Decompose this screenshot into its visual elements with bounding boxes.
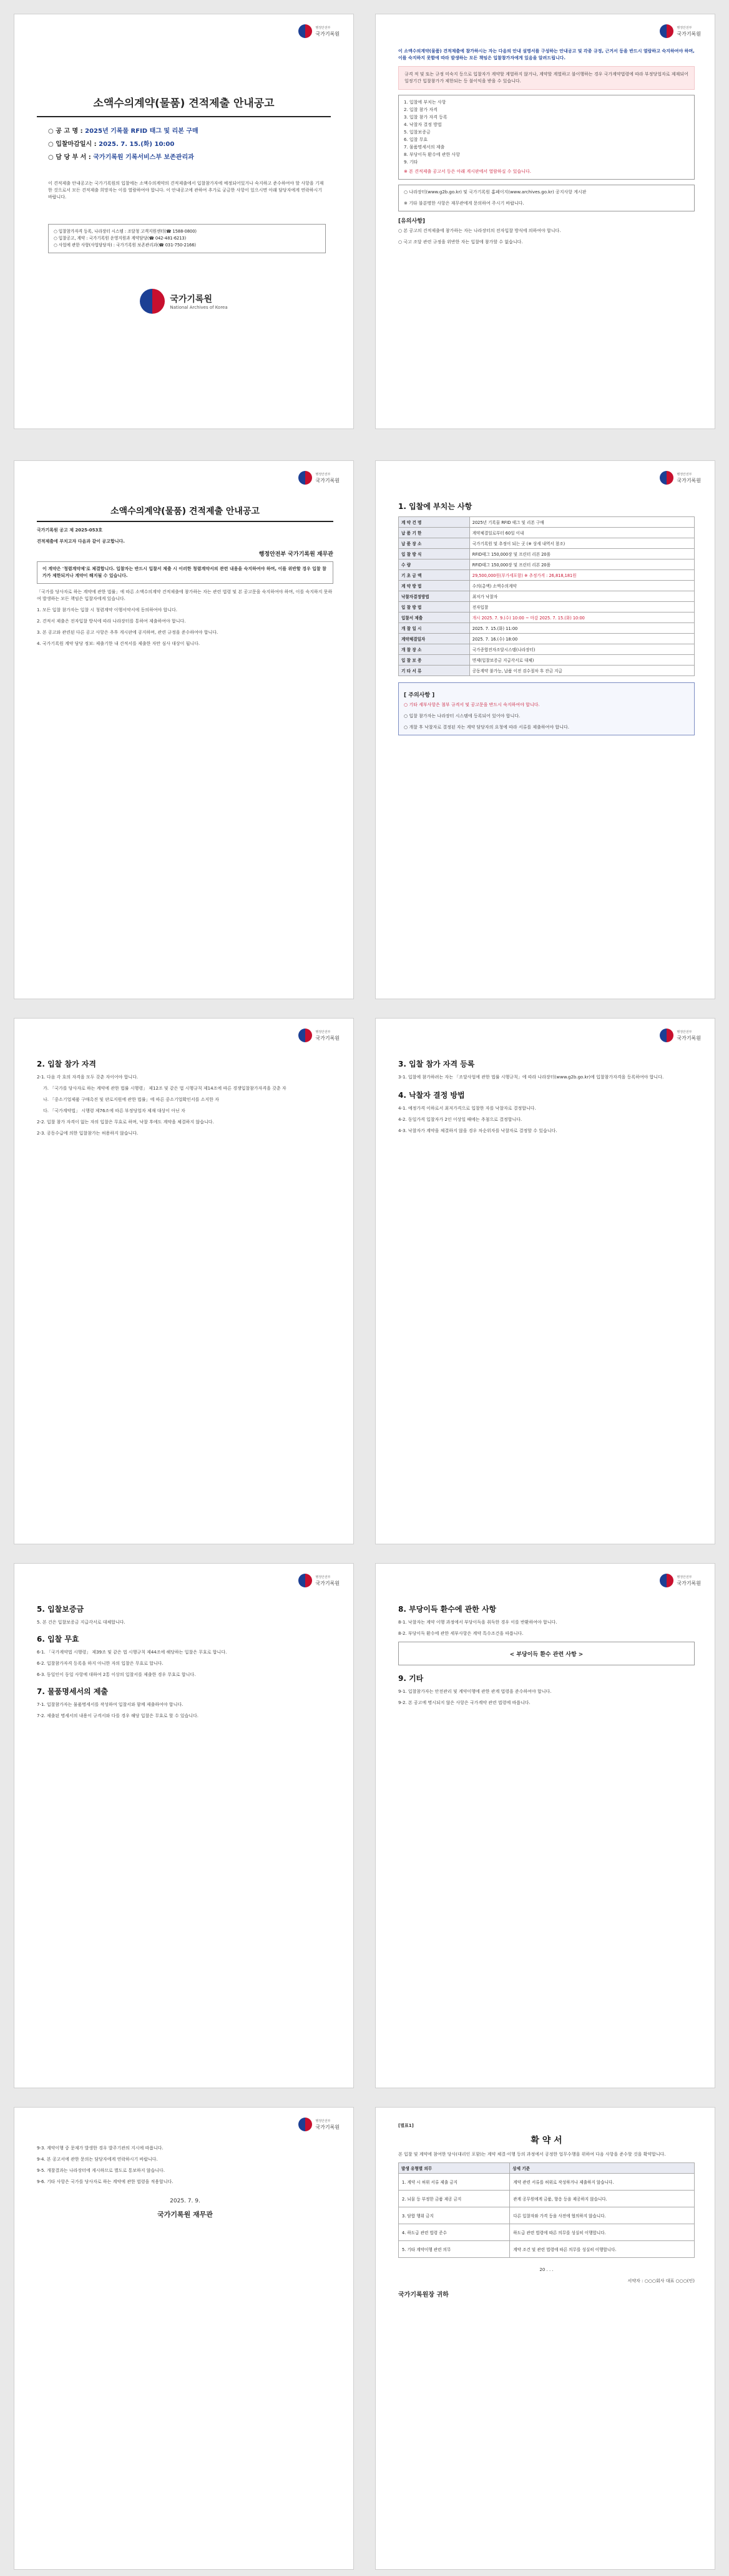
agency-logo: 행정안전부 국가기록원 — [660, 1029, 701, 1042]
emblem-icon — [298, 2118, 312, 2131]
toc-item: 3. 입찰 참가 자격 등록 — [404, 115, 448, 120]
bid-info-row — [399, 613, 695, 623]
section-heading: 9. 기타 — [398, 1674, 424, 1683]
reference-box — [398, 185, 695, 211]
document-page-bid-items — [375, 460, 715, 999]
emblem-icon — [140, 289, 165, 314]
agency-name: 국가기록원 — [315, 31, 340, 37]
bid-info-row — [399, 634, 695, 644]
qualification-item: 나. 「중소기업제품 구매촉진 및 판로지원에 관한 법률」에 따른 중소기업확인서를 소지한 자 — [43, 1097, 219, 1102]
award-item: 4-3. 낙찰자가 계약을 체결하지 않을 경우 차순위자를 낙찰자로 결정할 수 있습니다. — [398, 1128, 557, 1133]
emblem-icon — [660, 1029, 673, 1042]
agency-logo: 행정안전부 국가기록원 — [298, 2118, 340, 2131]
agency-logo: 행정안전부 국가기록원 — [298, 471, 340, 485]
agency-logo — [298, 24, 340, 38]
pledge-detail: 관계 공무원에게 금품, 향응 등을 제공하지 않습니다. — [510, 2191, 695, 2207]
document-page-closing — [14, 2107, 354, 2570]
bid-info-key: 납 품 기 한 — [399, 528, 470, 538]
toc-item: 8. 부당이득 환수에 관한 사항 — [404, 152, 460, 157]
invalid-item: 6-1. 「국가계약법 시행령」 제39조 및 같은 법 시행규칙 제44조에 해당하는 입찰은 무효로 합니다. — [37, 1650, 227, 1655]
bid-info-row — [399, 623, 695, 634]
bid-info-row — [399, 538, 695, 549]
agency-logo: 행정안전부 국가기록원 — [660, 471, 701, 485]
announcement-item: 2. 견적서 제출은 전자입찰 방식에 따라 나라장터를 통하여 제출하여야 합니다. — [37, 619, 186, 624]
reference-note: ※ 기타 불분명한 사항은 재무관에게 문의하여 주시기 바랍니다. — [404, 201, 524, 206]
pledge-row — [399, 2224, 695, 2241]
other-item: 9-1. 입찰참가자는 안전관리 및 계약이행에 관한 관계 법령을 준수하여야 합니다. — [398, 1689, 552, 1694]
spec-item: 7-1. 입찰참가자는 물품명세서를 작성하여 입찰서와 함께 제출하여야 합니다. — [37, 1702, 183, 1707]
document-page-deposit — [14, 1563, 354, 2088]
pledge-col-header: 상세 기준 — [510, 2163, 695, 2174]
toc-item: 7. 물품명세서의 제출 — [404, 145, 445, 150]
document-page-qualifications — [14, 1018, 354, 1544]
bid-info-key: 기 초 금 액 — [399, 570, 470, 581]
invalid-item: 6-3. 동일인이 동일 사항에 대하여 2통 이상의 입찰서를 제출한 경우 무효로 합니다. — [37, 1672, 196, 1677]
reference-line: ○ 나라장터(www.g2b.go.kr) 및 국가기록원 홈페이지(www.archives.go.kr) 공지사항 게시판 — [404, 190, 587, 195]
notice-intro: 이 소액수의계약(물품) 견적제출에 참가하시는 자는 다음의 안내 설명서를 구성하는 안내공고 및 각종 규정, 근거서 등을 반드시 열람하고 숙지하여야 하며, 이를 숙지하지 못함에 따라 발생하는 모든 책임은 입찰참가자에게 있음을 알려드립니다. — [398, 49, 695, 61]
qualification-item: 2-2. 입찰 참가 자격이 없는 자의 입찰은 무효로 하며, 낙찰 후에도 계약을 체결하지 않습니다. — [37, 1120, 214, 1125]
bid-info-table — [398, 516, 695, 676]
toc-item: 4. 낙찰자 결정 방법 — [404, 122, 442, 127]
contact-line: ○ 입찰참가자격 등록, 나라장터 시스템 : 조달청 고객지원센터(☎ 1588-0800) — [54, 229, 197, 234]
pledge-detail: 다른 입찰자와 가격 등을 사전에 협의하지 않습니다. — [510, 2207, 695, 2224]
pledge-date: 20 . . . — [539, 2267, 554, 2272]
bid-info-value: 2025년 기록물 RFID 태그 및 리본 구매 — [469, 517, 694, 528]
toc-note: ※ 본 견적제출 공고서 등은 아래 게시판에서 열람하실 수 있습니다. — [404, 169, 531, 174]
emblem-icon — [660, 471, 673, 485]
document-page-announcement — [14, 460, 354, 999]
agency-logo: 행정안전부 국가기록원 — [660, 1574, 701, 1587]
bid-info-key: 개 찰 일 시 — [399, 623, 470, 634]
announcement-item: 4. 국가기록원 계약 담당 정보: 제출기한 내 견적서를 제출한 자만 심사 대상이 됩니다. — [37, 641, 200, 646]
bid-info-row — [399, 570, 695, 581]
precaution-item: ○ 본 공고의 견적제출에 참가하는 자는 나라장터의 전자입찰 방식에 의하여야 합니다. — [398, 228, 561, 233]
precautions-label: [유의사항] — [398, 218, 426, 225]
contact-box — [48, 224, 326, 253]
bid-info-value: 면제(입찰보증금 지급각서로 대체) — [469, 655, 694, 666]
caution-box — [398, 682, 695, 735]
bid-info-value: 전자입찰 — [469, 602, 694, 613]
closing-item: 9-4. 본 공고서에 관한 문의는 담당자에게 연락하시기 바랍니다. — [37, 2157, 158, 2162]
award-item: 4-1. 예정가격 이하로서 최저가격으로 입찰한 자를 낙찰자로 결정합니다. — [398, 1106, 536, 1111]
emblem-icon — [660, 24, 673, 38]
section-heading: 3. 입찰 참가 자격 등록 — [398, 1060, 475, 1068]
integrity-box: 이 계약은 '청렴계약제'로 체결합니다. 입찰자는 반드시 입찰서 제출 시 이러한 청렴계약서의 관련 내용을 숙지하여야 하며, 이를 위반할 경우 입찰 참가가 제한되거나 계약이 해지될 수 있습니다. — [37, 561, 333, 584]
refund-box — [398, 1642, 695, 1665]
nak-logo-large: 국가기록원 National Archives of Korea — [14, 289, 353, 314]
registration-item: 3-1. 입찰에 참가하려는 자는 「조달사업에 관한 법률 시행규칙」에 따라 나라장터(www.g2b.go.kr)에 입찰참가자격을 등록하여야 합니다. — [398, 1075, 664, 1080]
contact-line: ○ 사업에 관한 사항(사업담당자) : 국가기록원 보존관리과(☎ 031-750-2166) — [54, 243, 196, 248]
announcement-signature: 행정안전부 국가기록원 재무관 — [258, 551, 333, 558]
announcement-title: 소액수의계약(물품) 견적제출 안내공고 — [37, 505, 333, 522]
bid-info-row — [399, 591, 695, 602]
bid-info-key: 낙찰자결정방법 — [399, 591, 470, 602]
pledge-obligation: 3. 담합 행위 금지 — [399, 2207, 510, 2224]
bid-info-value: 29,500,000원(부가세포함) ※ 추정가격 : 26,818,181원 — [469, 570, 694, 581]
refund-box-title: < 부당이득 환수 관련 사항 > — [509, 1652, 584, 1658]
closing-item: 9-6. 기타 사항은 국가를 당사자로 하는 계약에 관한 법령을 적용합니다. — [37, 2179, 174, 2184]
bid-info-row — [399, 559, 695, 570]
pledge-obligation: 4. 하도급 관련 법령 준수 — [399, 2224, 510, 2241]
pledge-detail: 계약 관련 서류를 허위로 작성하거나 제출하지 않습니다. — [510, 2174, 695, 2191]
bid-info-row — [399, 549, 695, 559]
deposit-item: 5. 본 건은 입찰보증금 지급각서로 대체합니다. — [37, 1620, 125, 1625]
cover-item: ○ 담 당 부 서 : 국가기록원 기록서비스부 보존관리과 — [48, 154, 194, 161]
toc-item: 9. 기타 — [404, 160, 418, 165]
bid-info-row — [399, 666, 695, 676]
warning-box: 규격 적 및 또는 규정 미숙지 등으로 입찰자가 계약할 계열하지 않거나, 계약할 계열하고 불이행하는 경우 국가계약법령에 따라 부정당업자로 제재되어 일정기간 입찰참가가 제한되는 등 불이익을 받을 수 있습니다. — [398, 66, 695, 90]
announcement-item: 1. 모든 입찰 참가자는 입찰 시 청렴계약 이행서약서에 동의하여야 합니다. — [37, 608, 178, 613]
bid-info-key: 계 약 건 명 — [399, 517, 470, 528]
document-page-registration — [375, 1018, 715, 1544]
toc-item: 6. 입찰 무효 — [404, 137, 428, 142]
caution-item: ○ 개찰 후 낙찰자로 결정된 자는 계약 담당자의 요청에 따라 서류를 제출하여야 합니다. — [404, 725, 569, 730]
section-heading: 4. 낙찰자 결정 방법 — [398, 1091, 465, 1100]
other-item: 9-2. 본 공고에 명시되지 않은 사항은 국가계약 관련 법령에 따릅니다. — [398, 1700, 531, 1705]
bid-info-value: 국가종합전자조달시스템(나라장터) — [469, 644, 694, 655]
refund-item: 8-1. 낙찰자는 계약 이행 과정에서 부당이득을 취득한 경우 이를 반환하여야 합니다. — [398, 1620, 557, 1625]
agency-logo: 행정안전부 국가기록원 — [298, 1574, 340, 1587]
section-heading: 2. 입찰 참가 자격 — [37, 1060, 96, 1068]
pledge-row — [399, 2191, 695, 2207]
closing-date: 2025. 7. 9. — [170, 2198, 200, 2204]
qualification-item: 2-3. 공동수급에 의한 입찰참가는 허용하지 않습니다. — [37, 1131, 139, 1136]
bid-info-key: 입 찰 방 법 — [399, 602, 470, 613]
bid-info-key: 수 량 — [399, 559, 470, 570]
bid-info-value: 2025. 7. 16.(수) 18:00 — [469, 634, 694, 644]
section-heading: 7. 물품명세서의 제출 — [37, 1687, 109, 1696]
contact-line: ○ 입찰공고, 계약 : 국가기록원 운영지원과 계약담당(☎ 042-481-6213) — [54, 236, 187, 241]
document-page-cover — [14, 14, 354, 429]
announcement-lead: 견적제출에 부치고자 다음과 같이 공고합니다. — [37, 539, 125, 544]
pledge-obligation: 1. 계약 시 허위 서류 제출 금지 — [399, 2174, 510, 2191]
bid-info-row — [399, 528, 695, 538]
pledge-signer: 서약자 : ○○○회사 대표 ○○○(인) — [627, 2278, 695, 2283]
agency-parent: 행정안전부 — [315, 26, 331, 30]
bid-info-row — [399, 517, 695, 528]
pledge-obligation: 5. 기타 계약이행 관련 의무 — [399, 2241, 510, 2258]
toc-item: 1. 입찰에 부치는 사항 — [404, 100, 446, 105]
pledge-detail: 계약 조건 및 관련 법령에 따른 의무를 성실히 이행합니다. — [510, 2241, 695, 2258]
pledge-row — [399, 2241, 695, 2258]
cover-title: 소액수의계약(물품) 견적제출 안내공고 — [37, 94, 331, 117]
pledge-col-header: 발생 유형별 의무 — [399, 2163, 510, 2174]
bid-info-row — [399, 581, 695, 591]
toc-item: 2. 입찰 참가 자격 — [404, 107, 438, 112]
cover-summary-list — [48, 125, 328, 165]
cover-item: ○ 입찰마감일시 : 2025. 7. 15.(화) 10:00 — [48, 141, 175, 148]
pledge-row — [399, 2207, 695, 2224]
refund-item: 8-2. 부당이득 환수에 관한 세부사항은 계약 특수조건을 따릅니다. — [398, 1631, 524, 1636]
section-heading: 5. 입찰보증금 — [37, 1605, 84, 1614]
bid-info-key: 계 약 방 법 — [399, 581, 470, 591]
emblem-icon — [298, 1574, 312, 1587]
emblem-icon — [298, 24, 312, 38]
bid-info-row — [399, 655, 695, 666]
bid-info-value: RFID태그 150,000장 및 프린터 리본 20롤 — [469, 549, 694, 559]
bid-info-key: 기 타 서 류 — [399, 666, 470, 676]
cover-description: 이 견적제출 안내공고는 국가기록원의 입찰에는 소액수의계약의 견적제출에서 입찰참가자에 예정되어있거나 숙지하고 준수하여야 할 사항을 기재한 것으로서 모든 견적제출 희망자는 이를 열람하여야 합니다. 이 안내공고에 관하여 추가로 궁금한 사항이 있으시면 아래 담당자에게 연락하시기 바랍니다. — [48, 181, 324, 200]
bid-info-key: 개 찰 장 소 — [399, 644, 470, 655]
bid-info-row — [399, 602, 695, 613]
precaution-item: ○ 국고 조달 관련 규정을 위반한 자는 입찰에 참가할 수 없습니다. — [398, 240, 523, 245]
bid-info-row — [399, 644, 695, 655]
invalid-item: 6-2. 입찰참가자격 등록을 하지 아니한 자의 입찰은 무효로 합니다. — [37, 1661, 164, 1666]
section-heading: 8. 부당이득 환수에 관한 사항 — [398, 1605, 497, 1614]
emblem-icon — [298, 1029, 312, 1042]
bid-info-value: 최저가 낙찰자 — [469, 591, 694, 602]
pledge-recipient: 국가기록원장 귀하 — [398, 2292, 449, 2298]
bid-info-value: 계약체결일로부터 60일 이내 — [469, 528, 694, 538]
section-heading: 1. 입찰에 부치는 사항 — [398, 502, 472, 511]
bid-info-key: 입 찰 방 식 — [399, 549, 470, 559]
emblem-icon — [298, 471, 312, 485]
caution-item: ○ 기타 세부사항은 첨부 규격서 및 공고문을 반드시 숙지하여야 합니다. — [404, 702, 540, 707]
bid-info-key: 계약체결일자 — [399, 634, 470, 644]
announcement-paragraph: 「국가를 당사자로 하는 계약에 관한 법률」에 따른 소액수의계약 견적제출에 참가하는 자는 관련 법령 및 본 공고문을 숙지하여야 하며, 이를 숙지하지 못하여 발생하는 모든 책임은 입찰자에게 있습니다. — [37, 589, 333, 601]
bid-info-value: 공동계약 불가능, 납품 이전 검수절차 후 잔금 지급 — [469, 666, 694, 676]
bid-info-value: 국가기록원 및 추정이 되는 곳 (※ 상세 내역서 참조) — [469, 538, 694, 549]
appendix-label: [별표1] — [398, 2123, 414, 2128]
announcement-item: 3. 본 공고와 관련된 다른 공고 사항은 추후 게시판에 공지하며, 관련 규정을 준수하여야 합니다. — [37, 630, 218, 635]
bid-info-key: 입찰서 제출 — [399, 613, 470, 623]
qualification-item: 2-1. 다음 각 호의 자격을 모두 갖춘 자이어야 합니다. — [37, 1075, 139, 1080]
pledge-row — [399, 2174, 695, 2191]
award-item: 4-2. 동일가격 입찰자가 2인 이상일 때에는 추첨으로 결정합니다. — [398, 1117, 522, 1122]
bid-info-value: 수의(총액) 소액수의계약 — [469, 581, 694, 591]
pledge-title: 확 약 서 — [531, 2136, 562, 2146]
pledge-obligation: 2. 뇌물 등 부정한 금품 제공 금지 — [399, 2191, 510, 2207]
pledge-table — [398, 2162, 695, 2258]
caution-item: ○ 입찰 참가자는 나라장터 시스템에 등록되어 있어야 합니다. — [404, 714, 521, 719]
cover-item: ○ 공 고 명 : 2025년 기록물 RFID 태그 및 리본 구매 — [48, 128, 198, 135]
pledge-detail: 하도급 관련 법령에 따른 의무를 성실히 이행합니다. — [510, 2224, 695, 2241]
document-page-pledge — [375, 2107, 715, 2570]
qualification-item: 가. 「국가를 당사자로 하는 계약에 관한 법률 시행령」 제12조 및 같은 법 시행규칙 제14조에 따른 경쟁입찰참가자격을 갖춘 자 — [43, 1086, 286, 1091]
agency-logo: 행정안전부 국가기록원 — [660, 24, 701, 38]
emblem-icon — [660, 1574, 673, 1587]
closing-item: 9-3. 계약이행 중 문제가 발생한 경우 발주기관의 지시에 따릅니다. — [37, 2146, 164, 2151]
bid-info-value: RFID태그 150,000장 및 프린터 리본 20롤 — [469, 559, 694, 570]
closing-signature: 국가기록원 재무관 — [157, 2210, 213, 2219]
table-of-contents — [398, 95, 695, 180]
pledge-intro: 본 입찰 및 계약에 참여한 당사(대리인 포함)는 계약 체결·이행 등의 과정에서 공정한 업무수행을 위하여 다음 사항을 준수할 것을 확약합니다. — [398, 2152, 666, 2157]
caution-title: [ 주의사항 ] — [404, 692, 435, 699]
toc-item: 5. 입찰보증금 — [404, 130, 431, 135]
bid-info-key: 납 품 장 소 — [399, 538, 470, 549]
document-page-refund — [375, 1563, 715, 2088]
closing-item: 9-5. 개찰결과는 나라장터에 게시하므로 별도로 통보하지 않습니다. — [37, 2168, 165, 2173]
bid-info-value: 2025. 7. 15.(화) 11:00 — [469, 623, 694, 634]
section-heading: 6. 입찰 무효 — [37, 1635, 79, 1644]
spec-item: 7-2. 제출된 명세서의 내용이 규격서와 다를 경우 해당 입찰은 무효로 할 수 있습니다. — [37, 1713, 198, 1718]
announcement-number: 국가기록원 공고 제 2025-053호 — [37, 528, 103, 533]
document-page-notice — [375, 14, 715, 429]
bid-info-key: 입 찰 보 증 — [399, 655, 470, 666]
agency-logo: 행정안전부 국가기록원 — [298, 1029, 340, 1042]
qualification-item: 다. 「국가계약법」 시행령 제76조에 따른 부정당업자 제재 대상이 아닌 자 — [43, 1108, 185, 1113]
bid-info-value: 개시 2025. 7. 9.(수) 10:00 ~ 마감 2025. 7. 15.(화) 10:00 — [469, 613, 694, 623]
